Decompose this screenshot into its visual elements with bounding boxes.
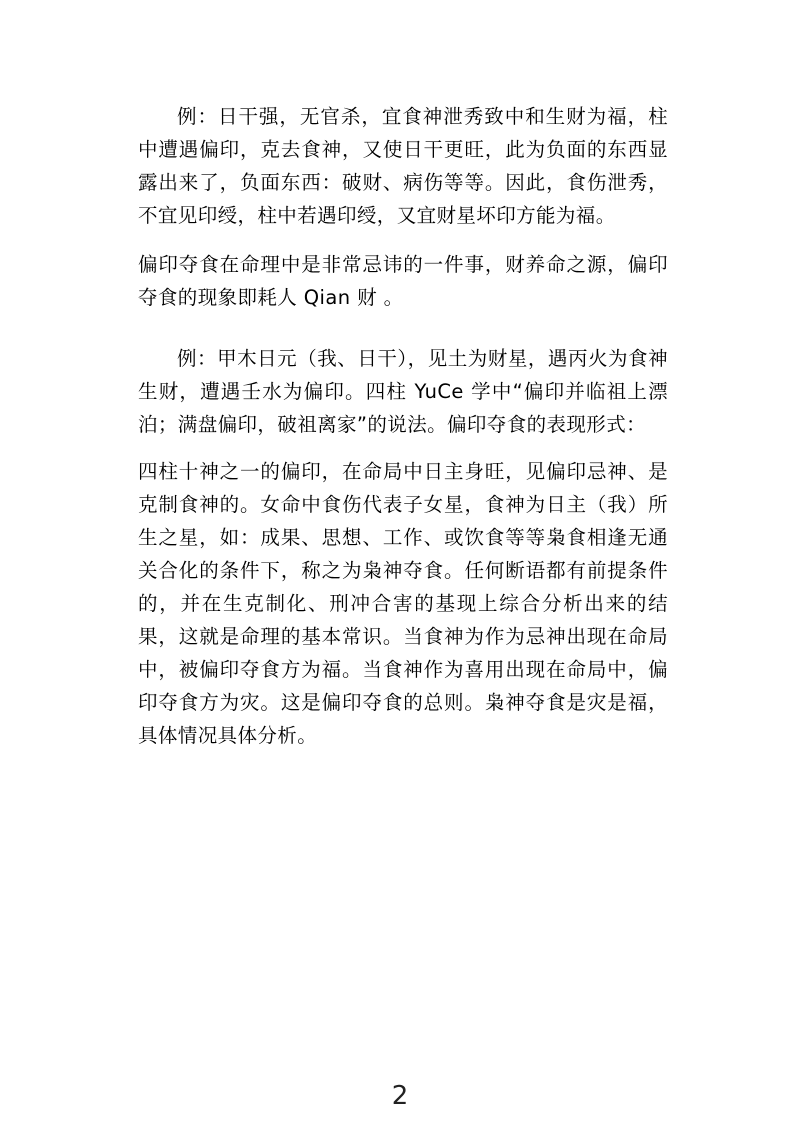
page-number: 2 — [391, 1081, 409, 1111]
paragraph-example-1: 例：日干强，无官杀，宜食神泄秀致中和生财为福，柱中遭遇偏印，克去食神，又使日干更旺，此为负面的东西显露出来了，负面东西：破财、病伤等等。因此，食伤泄秀，不宜见印绶，柱中若遇印绶，又宜财星坏印方能为福。 — [138, 105, 668, 227]
document-body — [138, 100, 668, 752]
paragraph-sizhu-shishen: 四柱十神之一的偏印，在命局中日主身旺，见偏印忌神、是克制食神的。女命中食伤代表子女星，食神为日主（我）所生之星，如：成果、思想、工作、或饮食等等枭食相逢无通关合化的条件下，称之为枭神夺食。任何断语都有前提条件的，并在生克制化、刑冲合害的基现上综合分析出来的结果，这就是命理的基本常识。当食神为作为忌神出现在命局中，被偏印夺食方为福。当食神作为喜用出现在命局中，偏印夺食方为灾。这是偏印夺食的总则。枭神夺食是灾是福，具体情况具体分析。 — [138, 460, 668, 747]
paragraph-pianyin-duoshi: 偏印夺食在命理中是非常忌讳的一件事，财养命之源，偏印夺食的现象即耗人 Qian 财 。 — [138, 253, 668, 309]
paragraph-example-2: 例：甲木日元（我、日干），见土为财星，遇丙火为食神生财，遭遇壬水为偏印。四柱 YuCe 学中“偏印并临祖上漂泊；满盘偏印，破祖离家”的说法。偏印夺食的表现形式： — [138, 347, 668, 436]
